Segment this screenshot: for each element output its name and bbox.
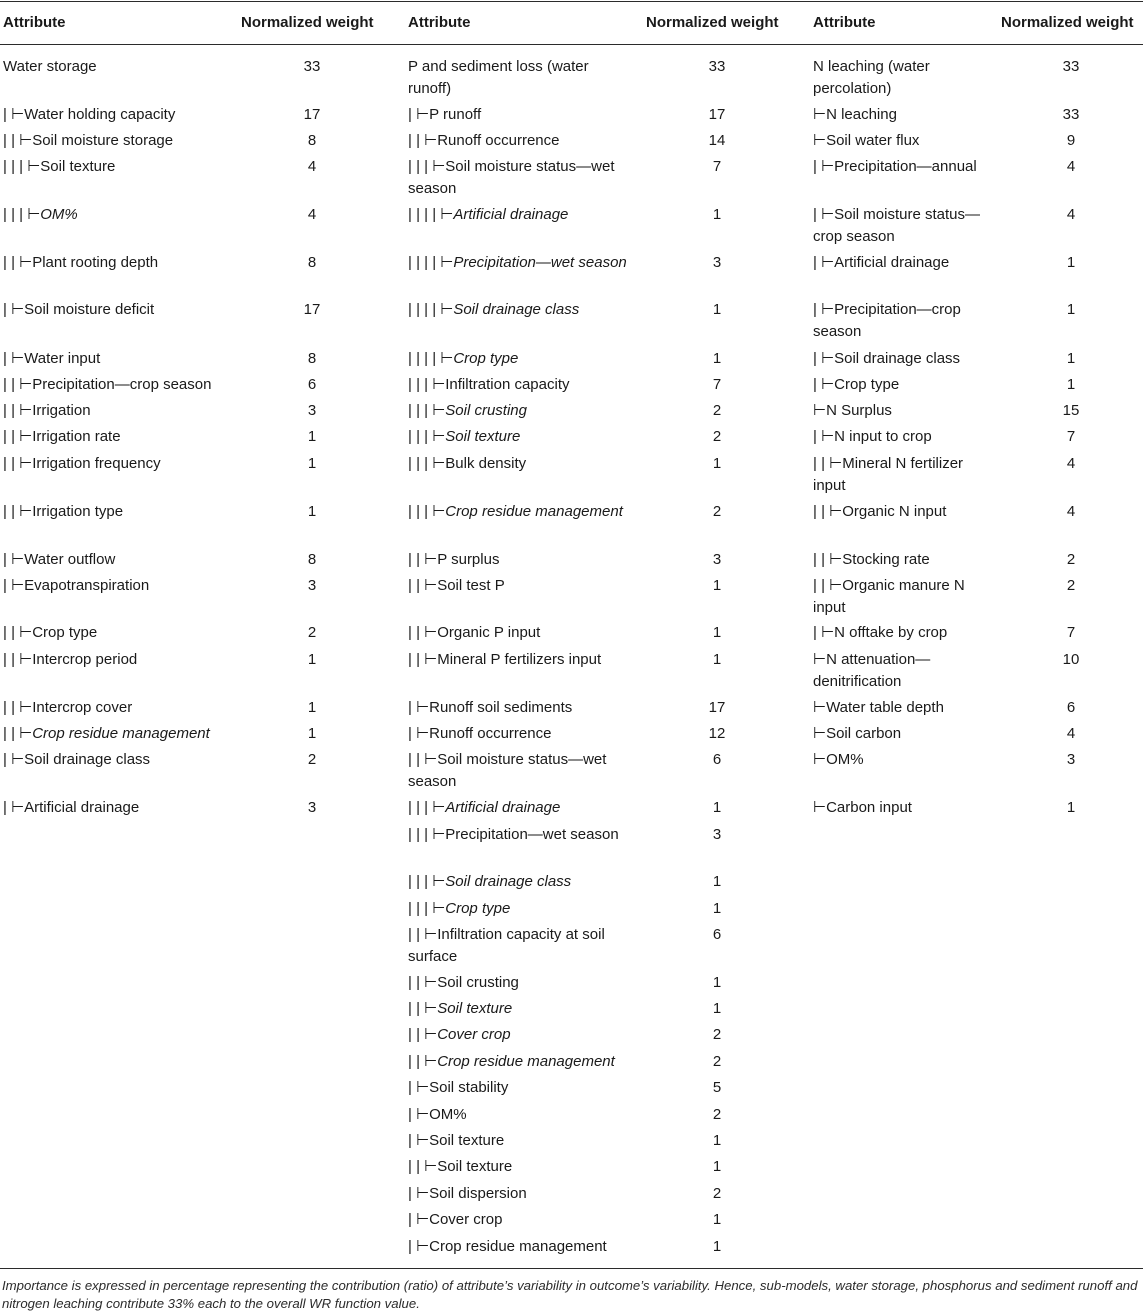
weight-cell: 2	[307, 624, 317, 641]
attribute-cell: | ⊢Soil moisture status—crop season	[813, 206, 981, 245]
attribute-emphasis: Cover crop	[437, 1026, 511, 1043]
weight-cell: 12	[708, 725, 726, 742]
weight-cell: 2	[1066, 551, 1076, 568]
attribute-cell: | | | | ⊢Precipitation—wet season	[408, 254, 627, 271]
weight-cell: 1	[1066, 301, 1076, 318]
attribute-emphasis: Soil texture	[445, 428, 521, 445]
attribute-cell: | | ⊢Intercrop cover	[3, 699, 133, 716]
attribute-cell: | | ⊢Irrigation frequency	[3, 455, 161, 472]
header-rule	[0, 44, 1143, 45]
attribute-cell: | | ⊢Organic P input	[408, 624, 541, 641]
attribute-cell: | ⊢Cover crop	[408, 1211, 503, 1228]
weight-cell: 1	[307, 651, 317, 668]
attribute-emphasis: Crop residue management	[437, 1053, 615, 1070]
attribute-cell: | | | ⊢Soil moisture status—wet season	[408, 158, 615, 197]
attribute-cell: | | | ⊢Infiltration capacity	[408, 376, 570, 393]
weight-cell: 7	[1066, 624, 1076, 641]
attribute-cell: | ⊢P runoff	[408, 106, 482, 123]
weight-cell: 1	[712, 1000, 722, 1017]
weight-cell: 3	[307, 799, 317, 816]
attribute-cell: ⊢N Surplus	[813, 402, 892, 419]
attribute-emphasis: Crop residue management	[445, 503, 623, 520]
weight-cell: 1	[712, 577, 722, 594]
attribute-cell: | | ⊢Soil crusting	[408, 974, 519, 991]
attribute-emphasis: OM%	[40, 206, 78, 223]
attribute-cell: | | | ⊢OM%	[3, 206, 78, 223]
attribute-cell: | | ⊢P surplus	[408, 551, 500, 568]
weight-cell: 2	[1066, 577, 1076, 594]
attribute-cell: | | ⊢Infiltration capacity at soil surface	[408, 926, 605, 965]
weight-cell: 2	[712, 1106, 722, 1123]
weight-cell: 1	[307, 503, 317, 520]
attribute-cell: P and sediment loss (water runoff)	[408, 58, 589, 97]
attribute-emphasis: Crop type	[445, 900, 511, 917]
attribute-cell: ⊢N leaching	[813, 106, 897, 123]
attribute-cell: | ⊢Soil drainage class	[813, 350, 961, 367]
attribute-cell: Water storage	[3, 58, 97, 75]
weight-cell: 10	[1062, 651, 1080, 668]
attribute-cell: | | | ⊢Soil drainage class	[408, 873, 572, 890]
attribute-cell: ⊢Soil carbon	[813, 725, 902, 742]
weight-cell: 33	[708, 58, 726, 75]
weight-cell: 4	[1066, 455, 1076, 472]
weight-cell: 17	[303, 106, 321, 123]
attribute-cell: | | ⊢Runoff occurrence	[408, 132, 560, 149]
weight-cell: 1	[712, 206, 722, 223]
attribute-cell: | | | ⊢Soil texture	[3, 158, 116, 175]
weight-cell: 1	[712, 1132, 722, 1149]
header-attribute-3: Attribute	[813, 14, 876, 31]
attribute-cell: | | | | ⊢Artificial drainage	[408, 206, 569, 223]
weight-cell: 1	[712, 301, 722, 318]
weight-cell: 6	[1066, 699, 1076, 716]
weight-cell: 3	[307, 402, 317, 419]
attribute-cell: | | ⊢Soil texture	[408, 1000, 513, 1017]
attribute-cell: | | ⊢Organic manure N input	[813, 577, 965, 616]
attribute-cell: | ⊢Crop residue management	[408, 1238, 607, 1255]
header-weight-2: Normalized weight	[646, 14, 779, 31]
attribute-cell: | | ⊢Soil moisture status—wet season	[408, 751, 607, 790]
attribute-cell: | | | ⊢Bulk density	[408, 455, 527, 472]
attribute-cell: | ⊢Soil stability	[408, 1079, 509, 1096]
attribute-cell: | | | ⊢Soil crusting	[408, 402, 527, 419]
weight-cell: 8	[307, 350, 317, 367]
attribute-cell: | | | ⊢Artificial drainage	[408, 799, 561, 816]
weight-cell: 6	[307, 376, 317, 393]
attribute-cell: | | ⊢Crop residue management	[408, 1053, 615, 1070]
attribute-cell: | ⊢N input to crop	[813, 428, 932, 445]
attribute-emphasis: Soil texture	[437, 1000, 513, 1017]
attribute-cell: ⊢N attenuation—denitrification	[813, 651, 931, 690]
attribute-cell: | ⊢Runoff soil sediments	[408, 699, 573, 716]
weight-cell: 1	[1066, 376, 1076, 393]
header-weight-3: Normalized weight	[1001, 14, 1134, 31]
attribute-emphasis: Soil drainage class	[445, 873, 572, 890]
header-attribute-2: Attribute	[408, 14, 471, 31]
weight-cell: 1	[712, 350, 722, 367]
weight-cell: 1	[712, 974, 722, 991]
attribute-cell: | | | ⊢Crop type	[408, 900, 511, 917]
weight-cell: 15	[1062, 402, 1080, 419]
attribute-emphasis: Artificial drainage	[445, 799, 561, 816]
weight-cell: 2	[712, 1053, 722, 1070]
attribute-cell: | ⊢Soil texture	[408, 1132, 505, 1149]
weight-cell: 1	[307, 725, 317, 742]
weight-cell: 1	[712, 624, 722, 641]
weight-cell: 1	[1066, 254, 1076, 271]
weight-cell: 9	[1066, 132, 1076, 149]
weight-cell: 7	[1066, 428, 1076, 445]
attribute-cell: | | | | ⊢Crop type	[408, 350, 519, 367]
attribute-cell: | ⊢Precipitation—crop season	[813, 301, 961, 340]
attribute-cell: | | ⊢Precipitation—crop season	[3, 376, 212, 393]
attribute-cell: | | ⊢Crop residue management	[3, 725, 210, 742]
attribute-cell: | | ⊢Soil test P	[408, 577, 505, 594]
attribute-cell: | | ⊢Soil texture	[408, 1158, 513, 1175]
weight-cell: 7	[712, 158, 722, 175]
attribute-cell: | | ⊢Crop type	[3, 624, 98, 641]
attribute-cell: | | | ⊢Precipitation—wet season	[408, 826, 619, 843]
table-footnote: Importance is expressed in percentage representing the contribution (ratio) of attribute’s variability in outcome’s variability. Hence, sub-models, water storage, phosphorus and sediment runoff and nitrogen leaching contribute 33% each to the overall WR function value.	[2, 1278, 1138, 1311]
weight-cell: 2	[307, 751, 317, 768]
attribute-cell: ⊢Carbon input	[813, 799, 912, 816]
weight-cell: 17	[708, 699, 726, 716]
weight-cell: 8	[307, 254, 317, 271]
weight-cell: 14	[708, 132, 726, 149]
top-rule	[0, 1, 1143, 2]
weight-cell: 6	[712, 751, 722, 768]
attribute-emphasis: Crop residue management	[32, 725, 210, 742]
weight-cell: 3	[712, 254, 722, 271]
weight-cell: 2	[712, 402, 722, 419]
weight-cell: 4	[1066, 503, 1076, 520]
attribute-cell: | | ⊢Stocking rate	[813, 551, 930, 568]
attribute-cell: | ⊢Water input	[3, 350, 101, 367]
attribute-cell: | ⊢Soil dispersion	[408, 1185, 527, 1202]
weight-cell: 7	[712, 376, 722, 393]
weight-cell: 4	[307, 158, 317, 175]
attribute-cell: | | ⊢Intercrop period	[3, 651, 138, 668]
attribute-cell: | ⊢Crop type	[813, 376, 900, 393]
header-attribute-1: Attribute	[3, 14, 66, 31]
weight-cell: 8	[307, 132, 317, 149]
attribute-cell: | ⊢Runoff occurrence	[408, 725, 552, 742]
weight-cell: 33	[1062, 58, 1080, 75]
attribute-cell: | | ⊢Irrigation	[3, 402, 91, 419]
attribute-cell: ⊢Water table depth	[813, 699, 944, 716]
attribute-cell: | | ⊢Mineral P fertilizers input	[408, 651, 602, 668]
attribute-cell: | | ⊢Cover crop	[408, 1026, 511, 1043]
weight-cell: 1	[712, 455, 722, 472]
weight-cell: 3	[1066, 751, 1076, 768]
weight-cell: 4	[1066, 158, 1076, 175]
attribute-cell: | ⊢Soil moisture deficit	[3, 301, 155, 318]
attribute-cell: | ⊢N offtake by crop	[813, 624, 948, 641]
weight-cell: 2	[712, 1185, 722, 1202]
weight-cell: 33	[303, 58, 321, 75]
weight-cell: 3	[712, 826, 722, 843]
weight-cell: 1	[712, 873, 722, 890]
attribute-cell: | | ⊢Irrigation rate	[3, 428, 121, 445]
weight-cell: 1	[712, 651, 722, 668]
attribute-cell: N leaching (water percolation)	[813, 58, 930, 97]
attribute-cell: | ⊢Artificial drainage	[3, 799, 140, 816]
weight-cell: 1	[307, 455, 317, 472]
weight-cell: 2	[712, 503, 722, 520]
weight-cell: 3	[712, 551, 722, 568]
weight-cell: 1	[712, 1238, 722, 1255]
weight-cell: 1	[1066, 799, 1076, 816]
weight-cell: 4	[307, 206, 317, 223]
attribute-cell: | ⊢Water outflow	[3, 551, 116, 568]
attribute-cell: | | ⊢Organic N input	[813, 503, 947, 520]
weight-cell: 2	[712, 428, 722, 445]
attribute-cell: | ⊢Artificial drainage	[813, 254, 950, 271]
attribute-cell: | | ⊢Irrigation type	[3, 503, 124, 520]
weight-cell: 6	[712, 926, 722, 943]
attribute-emphasis: Artificial drainage	[453, 206, 569, 223]
weight-cell: 4	[1066, 206, 1076, 223]
attribute-cell: ⊢OM%	[813, 751, 864, 768]
weight-cell: 2	[712, 1026, 722, 1043]
weight-cell: 17	[708, 106, 726, 123]
weight-cell: 3	[307, 577, 317, 594]
weight-cell: 4	[1066, 725, 1076, 742]
attribute-cell: | | | ⊢Crop residue management	[408, 503, 623, 520]
weight-cell: 1	[1066, 350, 1076, 367]
weight-cell: 8	[307, 551, 317, 568]
weight-cell: 17	[303, 301, 321, 318]
weight-cell: 1	[712, 799, 722, 816]
weight-cell: 1	[712, 1211, 722, 1228]
attribute-cell: | | ⊢Soil moisture storage	[3, 132, 174, 149]
bottom-rule	[0, 1268, 1143, 1269]
weight-cell: 33	[1062, 106, 1080, 123]
attribute-cell: | ⊢Precipitation—annual	[813, 158, 977, 175]
attribute-emphasis: Crop type	[453, 350, 519, 367]
attribute-emphasis: Soil drainage class	[453, 301, 580, 318]
attribute-cell: | | ⊢Mineral N fertilizer input	[813, 455, 964, 494]
attribute-cell: ⊢Soil water flux	[813, 132, 920, 149]
weight-cell: 1	[712, 1158, 722, 1175]
attribute-cell: | | ⊢Plant rooting depth	[3, 254, 159, 271]
attribute-cell: | ⊢Soil drainage class	[3, 751, 151, 768]
weight-cell: 1	[712, 900, 722, 917]
attribute-cell: | | | ⊢Soil texture	[408, 428, 521, 445]
attribute-cell: | ⊢Water holding capacity	[3, 106, 176, 123]
attribute-emphasis: Precipitation—wet season	[453, 254, 627, 271]
header-weight-1: Normalized weight	[241, 14, 374, 31]
weight-cell: 1	[307, 699, 317, 716]
attribute-cell: | | | | ⊢Soil drainage class	[408, 301, 580, 318]
weight-cell: 1	[307, 428, 317, 445]
weight-cell: 5	[712, 1079, 722, 1096]
attribute-cell: | ⊢Evapotranspiration	[3, 577, 150, 594]
attribute-cell: | ⊢OM%	[408, 1106, 467, 1123]
attribute-emphasis: Soil crusting	[445, 402, 527, 419]
